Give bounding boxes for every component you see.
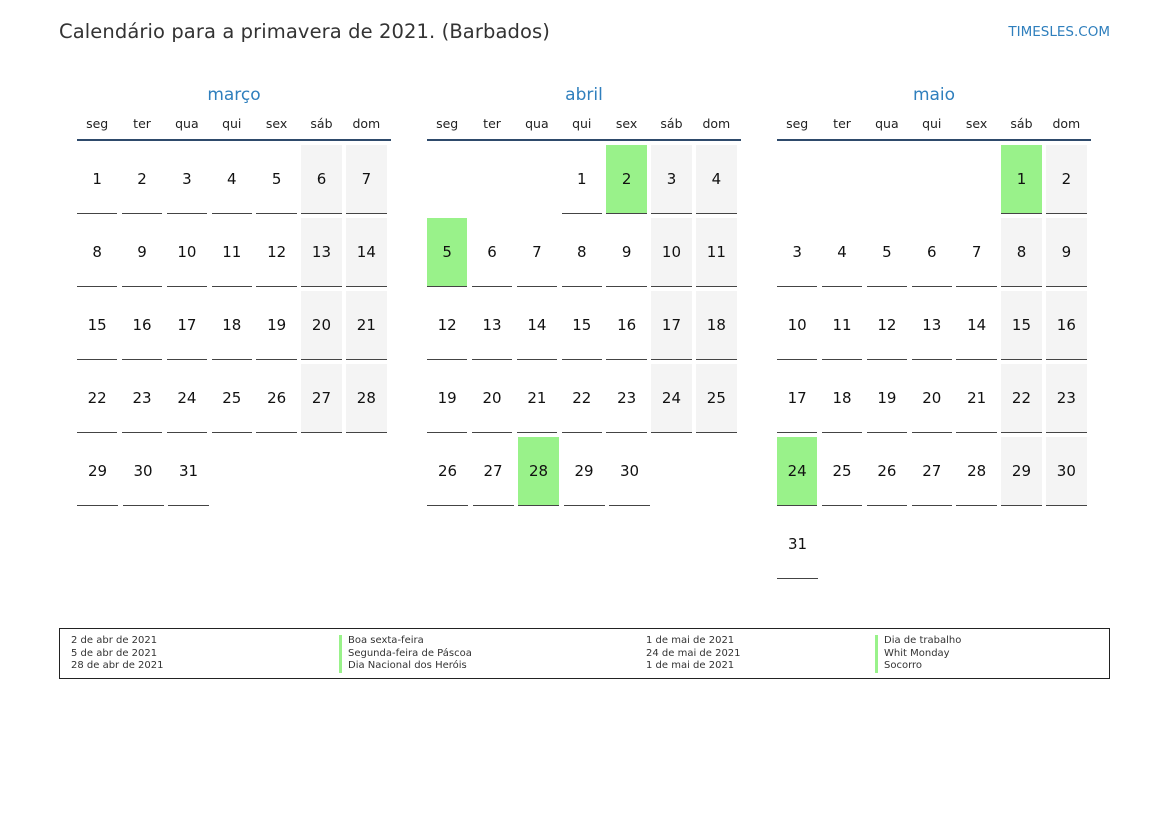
day-cell: 10 bbox=[167, 218, 207, 287]
day-cell: 25 bbox=[212, 364, 252, 433]
day-cell: 13 bbox=[912, 291, 952, 360]
day-cell: 1 bbox=[77, 145, 117, 214]
day-cell: 8 bbox=[77, 218, 117, 287]
day-cell: 24 bbox=[651, 364, 691, 433]
legend-holiday-name: Dia Nacional dos Heróis bbox=[339, 660, 472, 673]
weekday-label: sex bbox=[965, 116, 988, 131]
legend-date: 1 de mai de 2021 bbox=[646, 635, 735, 646]
week-row bbox=[777, 510, 1091, 579]
day-cell: 18 bbox=[696, 291, 736, 360]
legend-dates-right bbox=[646, 635, 741, 673]
weekday-label: qui bbox=[222, 116, 242, 131]
day-cell: 30 bbox=[1046, 437, 1086, 506]
weekday-label: qui bbox=[572, 116, 592, 131]
day-cell: 14 bbox=[956, 291, 996, 360]
day-cell: 9 bbox=[606, 218, 646, 287]
weekday-label: sex bbox=[265, 116, 288, 131]
day-cell: 16 bbox=[122, 291, 162, 360]
day-cell: 28 bbox=[956, 437, 996, 506]
legend-names-right bbox=[875, 635, 961, 673]
month-grid bbox=[777, 145, 1091, 579]
day-cell: 29 bbox=[1001, 437, 1041, 506]
day-cell: 8 bbox=[562, 218, 602, 287]
day-cell: 21 bbox=[956, 364, 996, 433]
day-cell: 4 bbox=[696, 145, 736, 214]
legend-date: 1 de mai de 2021 bbox=[646, 660, 735, 671]
day-cell: 4 bbox=[822, 218, 862, 287]
week-row bbox=[427, 364, 741, 433]
month-name: maio bbox=[912, 85, 956, 105]
day-cell: 8 bbox=[1001, 218, 1041, 287]
month-name: abril bbox=[565, 85, 603, 105]
day-cell: 9 bbox=[1046, 218, 1086, 287]
day-cell: 16 bbox=[606, 291, 646, 360]
weekday-label: sáb bbox=[310, 116, 333, 131]
day-cell: 2 bbox=[1046, 145, 1086, 214]
day-cell: 17 bbox=[651, 291, 691, 360]
day-cell: 5 bbox=[256, 145, 296, 214]
day-cell: 29 bbox=[564, 437, 605, 506]
day-cell: 5 bbox=[867, 218, 907, 287]
weekday-label: dom bbox=[1052, 116, 1081, 131]
day-cell: 5 bbox=[427, 218, 467, 287]
day-cell: 14 bbox=[346, 218, 386, 287]
day-cell: 1 bbox=[1001, 145, 1041, 214]
week-row bbox=[777, 291, 1091, 360]
day-cell: 27 bbox=[301, 364, 341, 433]
week-row bbox=[777, 145, 1091, 214]
weekday-label: qua bbox=[525, 116, 549, 131]
day-cell: 3 bbox=[651, 145, 691, 214]
weekday-label: sáb bbox=[660, 116, 683, 131]
day-cell: 3 bbox=[167, 145, 207, 214]
day-cell: 13 bbox=[472, 291, 512, 360]
day-cell: 20 bbox=[301, 291, 341, 360]
day-cell: 20 bbox=[912, 364, 952, 433]
day-cell: 27 bbox=[912, 437, 952, 506]
empty-cell bbox=[912, 145, 952, 214]
day-cell: 30 bbox=[123, 437, 164, 506]
month-grid bbox=[77, 145, 391, 506]
week-row bbox=[77, 145, 391, 214]
weekday-label: seg bbox=[436, 116, 459, 131]
day-cell: 29 bbox=[77, 437, 118, 506]
day-cell: 28 bbox=[346, 364, 386, 433]
day-cell: 31 bbox=[777, 510, 818, 579]
day-cell: 22 bbox=[1001, 364, 1041, 433]
weekday-label: qui bbox=[922, 116, 942, 131]
day-cell: 22 bbox=[562, 364, 602, 433]
day-cell: 13 bbox=[301, 218, 341, 287]
weekday-label: ter bbox=[133, 116, 151, 131]
page-title: Calendário para a primavera de 2021. (Barbados) bbox=[59, 20, 550, 43]
day-cell: 27 bbox=[473, 437, 514, 506]
day-cell: 24 bbox=[777, 437, 817, 506]
day-cell: 7 bbox=[956, 218, 996, 287]
day-cell: 12 bbox=[867, 291, 907, 360]
weekday-header bbox=[777, 116, 1091, 141]
day-cell: 11 bbox=[822, 291, 862, 360]
legend-holiday-name: Segunda-feira de Páscoa bbox=[339, 648, 472, 661]
holiday-legend bbox=[59, 628, 1110, 679]
weekday-header bbox=[427, 116, 741, 141]
legend-holiday-name: Whit Monday bbox=[875, 648, 961, 661]
week-row bbox=[777, 437, 1091, 506]
week-row bbox=[77, 218, 391, 287]
day-cell: 2 bbox=[606, 145, 646, 214]
day-cell: 19 bbox=[427, 364, 467, 433]
week-row bbox=[777, 218, 1091, 287]
day-cell: 9 bbox=[122, 218, 162, 287]
day-cell: 18 bbox=[822, 364, 862, 433]
day-cell: 19 bbox=[867, 364, 907, 433]
empty-cell bbox=[472, 145, 512, 214]
legend-holiday-name: Dia de trabalho bbox=[875, 635, 961, 648]
legend-date: 28 de abr de 2021 bbox=[71, 660, 164, 671]
day-cell: 11 bbox=[212, 218, 252, 287]
day-cell: 15 bbox=[77, 291, 117, 360]
week-row bbox=[427, 291, 741, 360]
day-cell: 6 bbox=[912, 218, 952, 287]
day-cell: 11 bbox=[696, 218, 736, 287]
week-row bbox=[777, 364, 1091, 433]
day-cell: 26 bbox=[256, 364, 296, 433]
legend-date: 5 de abr de 2021 bbox=[71, 647, 158, 659]
week-row bbox=[77, 291, 391, 360]
day-cell: 28 bbox=[518, 437, 559, 506]
weekday-label: seg bbox=[86, 116, 109, 131]
day-cell: 26 bbox=[427, 437, 468, 506]
empty-cell bbox=[822, 145, 862, 214]
day-cell: 12 bbox=[427, 291, 467, 360]
weekday-label: ter bbox=[483, 116, 501, 131]
legend-holiday-name: Boa sexta-feira bbox=[339, 635, 472, 648]
legend-names-left bbox=[339, 635, 472, 673]
day-cell: 15 bbox=[562, 291, 602, 360]
day-cell: 16 bbox=[1046, 291, 1086, 360]
day-cell: 17 bbox=[777, 364, 817, 433]
day-cell: 30 bbox=[609, 437, 650, 506]
legend-holiday-name: Socorro bbox=[875, 660, 961, 673]
month-name: março bbox=[207, 85, 261, 105]
day-cell: 23 bbox=[1046, 364, 1086, 433]
day-cell: 6 bbox=[301, 145, 341, 214]
week-row bbox=[77, 437, 391, 506]
weekday-label: dom bbox=[702, 116, 731, 131]
day-cell: 21 bbox=[346, 291, 386, 360]
day-cell: 23 bbox=[122, 364, 162, 433]
day-cell: 7 bbox=[346, 145, 386, 214]
day-cell: 26 bbox=[867, 437, 907, 506]
month-grid bbox=[427, 145, 741, 506]
day-cell: 7 bbox=[517, 218, 557, 287]
weekday-label: sáb bbox=[1010, 116, 1033, 131]
day-cell: 17 bbox=[167, 291, 207, 360]
day-cell: 10 bbox=[651, 218, 691, 287]
day-cell: 19 bbox=[256, 291, 296, 360]
day-cell: 15 bbox=[1001, 291, 1041, 360]
day-cell: 21 bbox=[517, 364, 557, 433]
empty-cell bbox=[427, 145, 467, 214]
empty-cell bbox=[867, 145, 907, 214]
weekday-label: ter bbox=[833, 116, 851, 131]
week-row bbox=[427, 145, 741, 214]
day-cell: 4 bbox=[212, 145, 252, 214]
week-row bbox=[427, 218, 741, 287]
day-cell: 22 bbox=[77, 364, 117, 433]
day-cell: 20 bbox=[472, 364, 512, 433]
empty-cell bbox=[777, 145, 817, 214]
day-cell: 2 bbox=[122, 145, 162, 214]
weekday-label: sex bbox=[615, 116, 638, 131]
calendar-month-1 bbox=[427, 84, 741, 510]
legend-date: 2 de abr de 2021 bbox=[71, 635, 158, 646]
weekday-label: qua bbox=[175, 116, 199, 131]
calendar-month-0 bbox=[77, 84, 391, 510]
legend-dates-left bbox=[71, 635, 163, 673]
day-cell: 24 bbox=[167, 364, 207, 433]
empty-cell bbox=[956, 145, 996, 214]
brand-link[interactable]: TIMESLES.COM bbox=[1008, 24, 1110, 40]
legend-date: 24 de mai de 2021 bbox=[646, 647, 741, 659]
day-cell: 14 bbox=[517, 291, 557, 360]
day-cell: 10 bbox=[777, 291, 817, 360]
day-cell: 18 bbox=[212, 291, 252, 360]
weekday-label: qua bbox=[875, 116, 899, 131]
day-cell: 31 bbox=[168, 437, 209, 506]
day-cell: 23 bbox=[606, 364, 646, 433]
day-cell: 1 bbox=[562, 145, 602, 214]
day-cell: 12 bbox=[256, 218, 296, 287]
weekday-header bbox=[77, 116, 391, 141]
day-cell: 6 bbox=[472, 218, 512, 287]
weekday-label: dom bbox=[352, 116, 381, 131]
week-row bbox=[427, 437, 741, 506]
day-cell: 3 bbox=[777, 218, 817, 287]
calendar-month-2 bbox=[777, 84, 1091, 583]
week-row bbox=[77, 364, 391, 433]
weekday-label: seg bbox=[786, 116, 809, 131]
day-cell: 25 bbox=[696, 364, 736, 433]
empty-cell bbox=[517, 145, 557, 214]
day-cell: 25 bbox=[822, 437, 862, 506]
